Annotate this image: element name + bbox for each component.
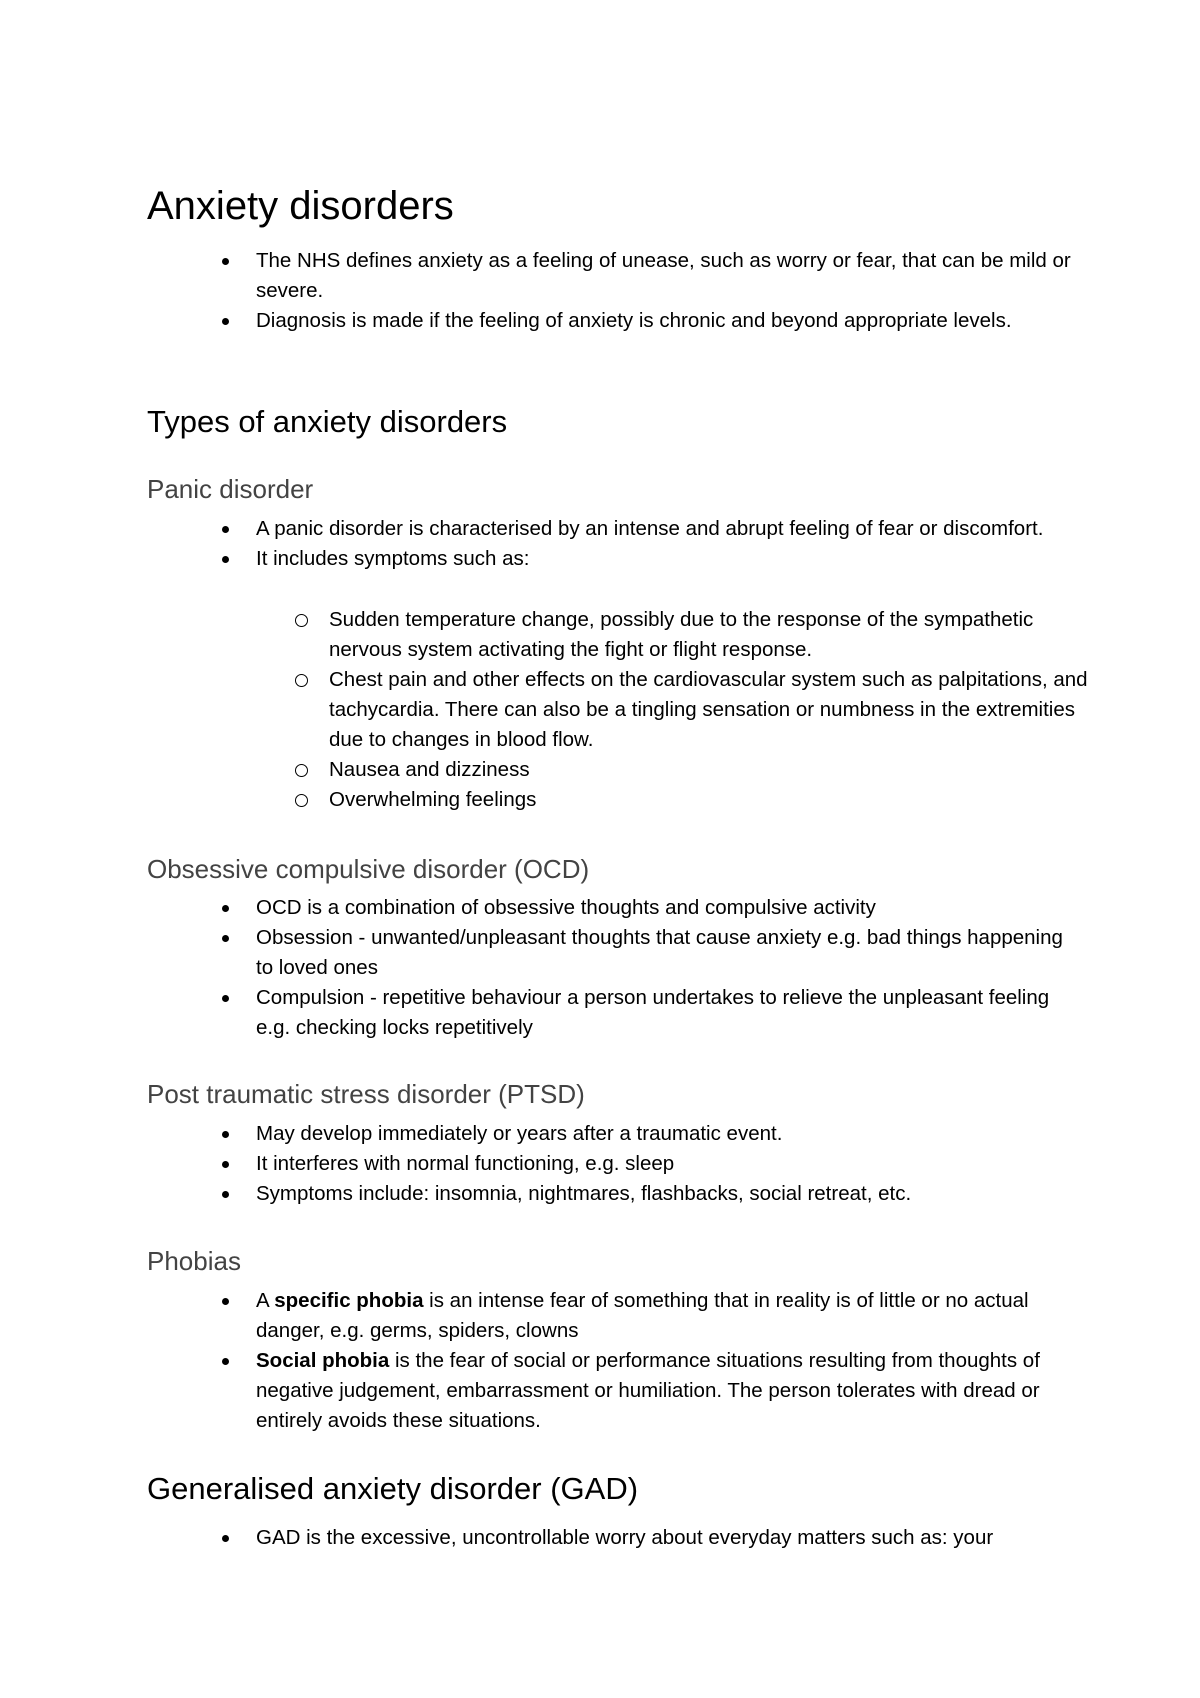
list-item: Nausea and dizziness — [329, 755, 1089, 785]
list-item: Symptoms include: insomnia, nightmares, flashbacks, social retreat, etc. — [256, 1179, 1076, 1209]
list-item: The NHS defines anxiety as a feeling of unease, such as worry or fear, that can be mild or severe. — [256, 246, 1076, 306]
list-item: It interferes with normal functioning, e.g. sleep — [256, 1149, 1076, 1179]
panic-symptoms-list — [329, 605, 1089, 815]
subheading-panic-disorder: Panic disorder — [147, 474, 314, 504]
subheading-ptsd: Post traumatic stress disorder (PTSD) — [147, 1079, 585, 1109]
list-item: GAD is the excessive, uncontrollable worry about everyday matters such as: your — [256, 1523, 1076, 1553]
list-item — [256, 1286, 1076, 1346]
list-item — [256, 1346, 1076, 1436]
section-heading-gad: Generalised anxiety disorder (GAD) — [147, 1471, 639, 1506]
subheading-phobias: Phobias — [147, 1246, 241, 1276]
list-item: It includes symptoms such as: — [256, 544, 1076, 574]
list-item: Chest pain and other effects on the cardiovascular system such as palpitations, and tachycardia. There can also be a tingling sensation or numbness in the extremities due to changes in blood flow. — [329, 665, 1089, 755]
ptsd-list — [256, 1119, 1076, 1209]
bold-term: Social phobia — [256, 1349, 390, 1372]
panic-list — [256, 514, 1076, 574]
subheading-ocd: Obsessive compulsive disorder (OCD) — [147, 854, 590, 884]
page-title: Anxiety disorders — [147, 184, 454, 228]
ocd-list — [256, 893, 1076, 1043]
list-item: OCD is a combination of obsessive thoughts and compulsive activity — [256, 893, 1076, 923]
list-item: Obsession - unwanted/unpleasant thoughts that cause anxiety e.g. bad things happening to loved ones — [256, 923, 1076, 983]
list-item: Compulsion - repetitive behaviour a person undertakes to relieve the unpleasant feeling e.g. checking locks repetitively — [256, 983, 1076, 1043]
list-item: Diagnosis is made if the feeling of anxiety is chronic and beyond appropriate levels. — [256, 306, 1076, 336]
gad-list — [256, 1523, 1076, 1553]
text-span: A — [256, 1289, 275, 1312]
phobias-list — [256, 1286, 1076, 1436]
list-item: Overwhelming feelings — [329, 785, 1089, 815]
section-heading-types: Types of anxiety disorders — [147, 404, 508, 439]
text-span: is the fear of social or performance situations resulting from thoughts of negative judgement, embarrassment or humiliation. The person tolerates with dread or entirely avoids these situations. — [256, 1349, 1040, 1432]
list-item: May develop immediately or years after a traumatic event. — [256, 1119, 1076, 1149]
intro-list — [256, 246, 1076, 336]
bold-term: specific phobia — [274, 1289, 424, 1312]
list-item: Sudden temperature change, possibly due to the response of the sympathetic nervous system activating the fight or flight response. — [329, 605, 1089, 665]
list-item: A panic disorder is characterised by an intense and abrupt feeling of fear or discomfort. — [256, 514, 1076, 544]
text-span: is an intense fear of something that in reality is of little or no actual danger, e.g. germs, spiders, clowns — [256, 1289, 1029, 1342]
